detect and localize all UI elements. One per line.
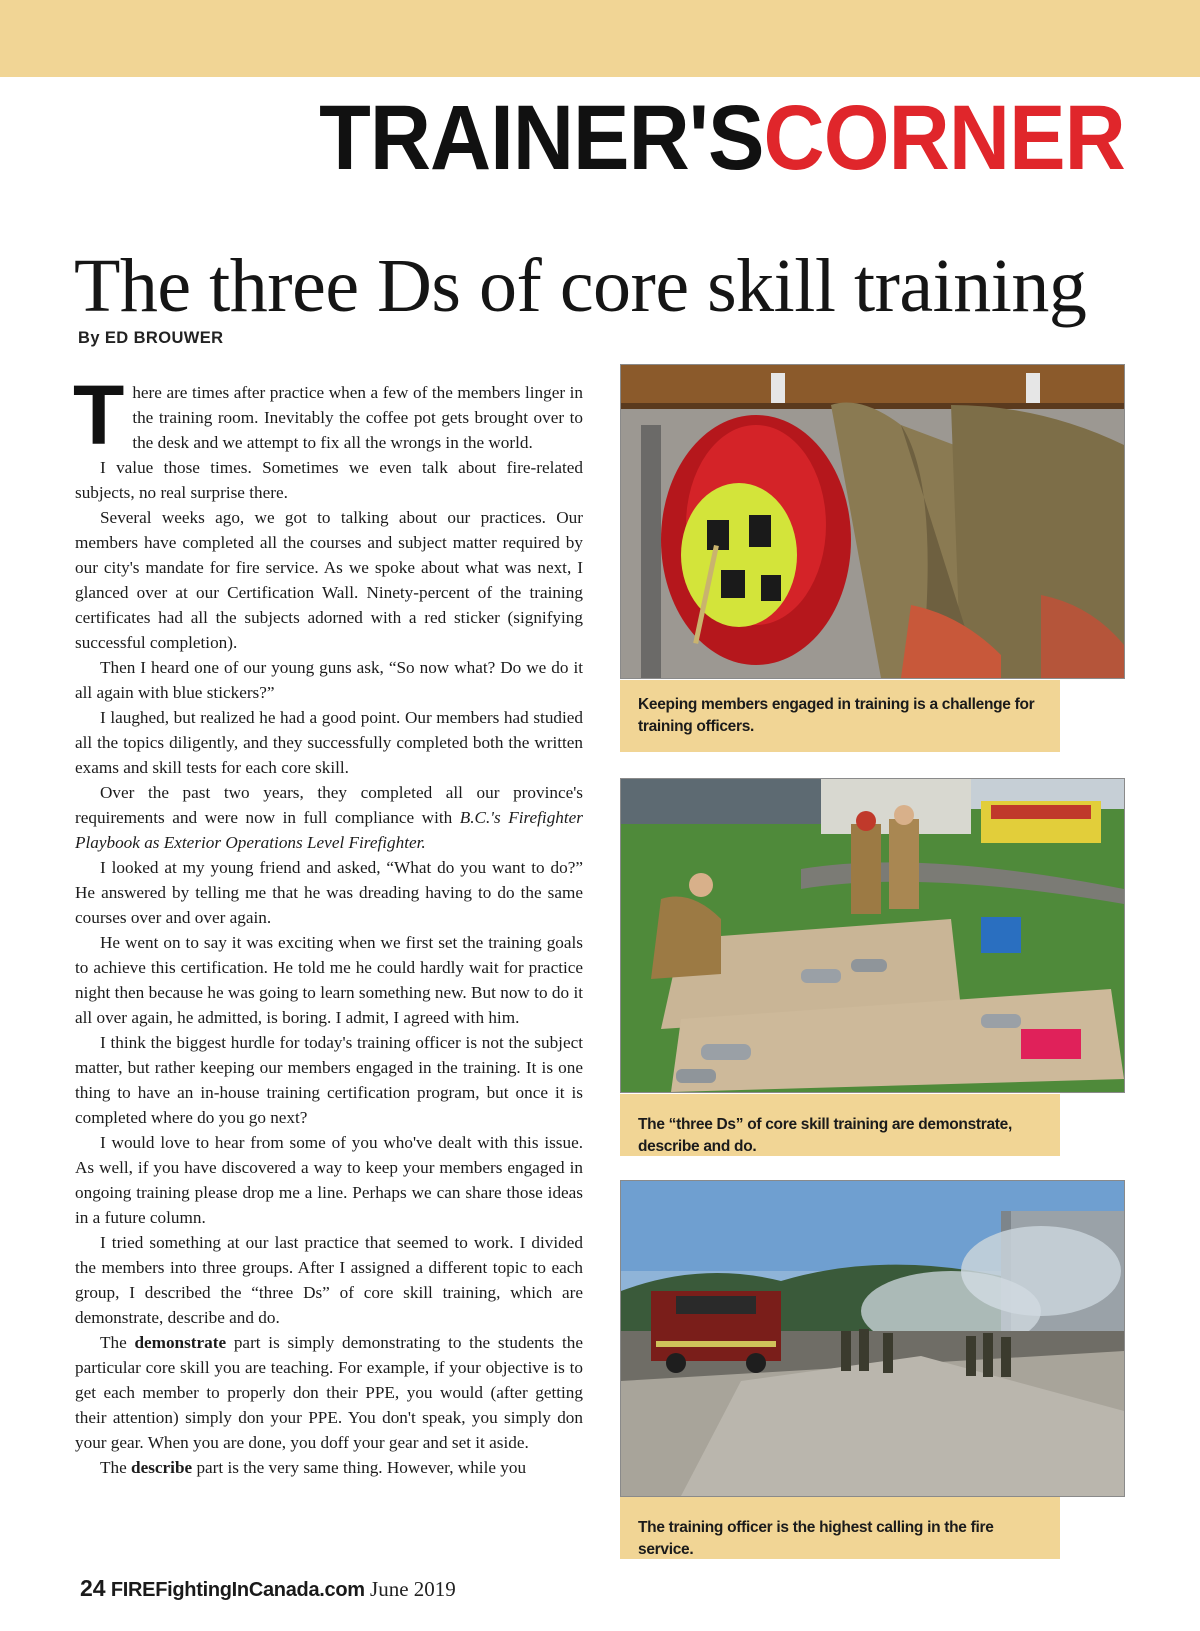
- describe-lead: The: [100, 1458, 132, 1477]
- photo-fire-training-ground: [620, 1180, 1125, 1497]
- photo-training-tarps: [620, 778, 1125, 1093]
- paragraph-6: [75, 780, 583, 855]
- paragraph-describe: [75, 1455, 583, 1480]
- paragraph-3: Several weeks ago, we got to talking about our practices. Our members have completed all the courses and subject matter required by our city's mandate for fire service. As we spoke about what was next, I glanced over at our Certification Wall. Ninety-percent of the training certificates had all the subjects adorned with a red sticker (signifying successful completion).: [75, 508, 583, 652]
- paragraph-1: [73, 368, 583, 462]
- demonstrate-lead: The: [100, 1333, 135, 1352]
- describe-text: part is the very same thing. However, while you: [192, 1458, 527, 1477]
- section-title-part2: CORNER: [763, 87, 1125, 189]
- paragraph-1-text: here are times after practice when a few of the members linger in the training room. Inevitably the coffee pot gets brought over to the desk and we attempt to fix all the wrongs in the world.: [132, 383, 583, 452]
- paragraph-9: I think the biggest hurdle for today's training officer is not the subject matter, but rather keeping our members engaged in the training. It is one thing to have an in-house training certification program, but once it is completed where do you go next?: [75, 1033, 583, 1127]
- demonstrate-term: demonstrate: [134, 1333, 227, 1352]
- paragraph-10: I would love to hear from some of you who've dealt with this issue. As well, if you have discovered a way to keep your members engaged in ongoing training please drop me a line. Perhaps we can share those ideas in a future column.: [75, 1133, 583, 1227]
- demonstrate-text: part is simply demonstrating to the students the particular core skill you are teaching. For example, if your objective is to get each member to properly don their PPE, you would (after getting their attention) simply don your PPE. You don't speak, you simply don your gear. When you are done, you doff your gear and set it aside.: [75, 1333, 583, 1452]
- publication-title: B.C.'s Firefighter Playbook as Exterior Operations Level Firefighter.: [75, 808, 583, 852]
- paragraph-2: I value those times. Sometimes we even talk about fire-related subjects, no real surprise there.: [75, 458, 583, 502]
- byline: By ED BROUWER: [78, 329, 224, 347]
- paragraph-7: I looked at my young friend and asked, “What do you want to do?” He answered by telling me that he was dreading having to do the same courses over and over again.: [75, 858, 583, 927]
- photo-helmet-and-coats: [620, 364, 1125, 679]
- section-title: [319, 88, 1125, 188]
- paragraph-6-text: Over the past two years, they completed all our province's requirements and were now in full compliance with: [75, 783, 583, 827]
- footer-date: June 2019: [370, 1577, 456, 1601]
- top-color-band: [0, 0, 1200, 77]
- paragraph-demonstrate: [75, 1330, 583, 1455]
- page-number: 24: [80, 1575, 106, 1601]
- paragraph-8: He went on to say it was exciting when we first set the training goals to achieve this certification. He told me he could hardly wait for practice night then because he was going to learn something new. But now to do it all over again, he admitted, is boring. I admit, I agreed with him.: [75, 933, 583, 1027]
- photo-caption-1: Keeping members engaged in training is a challenge for training officers.: [620, 680, 1060, 752]
- paragraph-4: Then I heard one of our young guns ask, “So now what? Do we do it all again with blue stickers?”: [75, 658, 583, 702]
- describe-term: describe: [131, 1458, 193, 1477]
- paragraph-5: I laughed, but realized he had a good point. Our members had studied all the topics diligently, and they successfully completed both the written exams and skill tests for each core skill.: [75, 708, 583, 777]
- drop-cap: T: [73, 368, 125, 462]
- footer-site: FIREFightingInCanada.com: [110, 1579, 365, 1601]
- photo-caption-2: The “three Ds” of core skill training are demonstrate, describe and do.: [620, 1094, 1060, 1156]
- section-title-part1: TRAINER'S: [319, 87, 764, 189]
- article-headline: The three Ds of core skill training: [74, 244, 1087, 328]
- page-footer: [80, 1575, 456, 1602]
- article-body: [73, 368, 583, 1480]
- photo-caption-3: The training officer is the highest calling in the fire service.: [620, 1497, 1060, 1559]
- paragraph-11: I tried something at our last practice that seemed to work. I divided the members into three groups. After I assigned a different topic to each group, I described the “three Ds” of core skill training, which are demonstrate, describe and do.: [75, 1233, 583, 1327]
